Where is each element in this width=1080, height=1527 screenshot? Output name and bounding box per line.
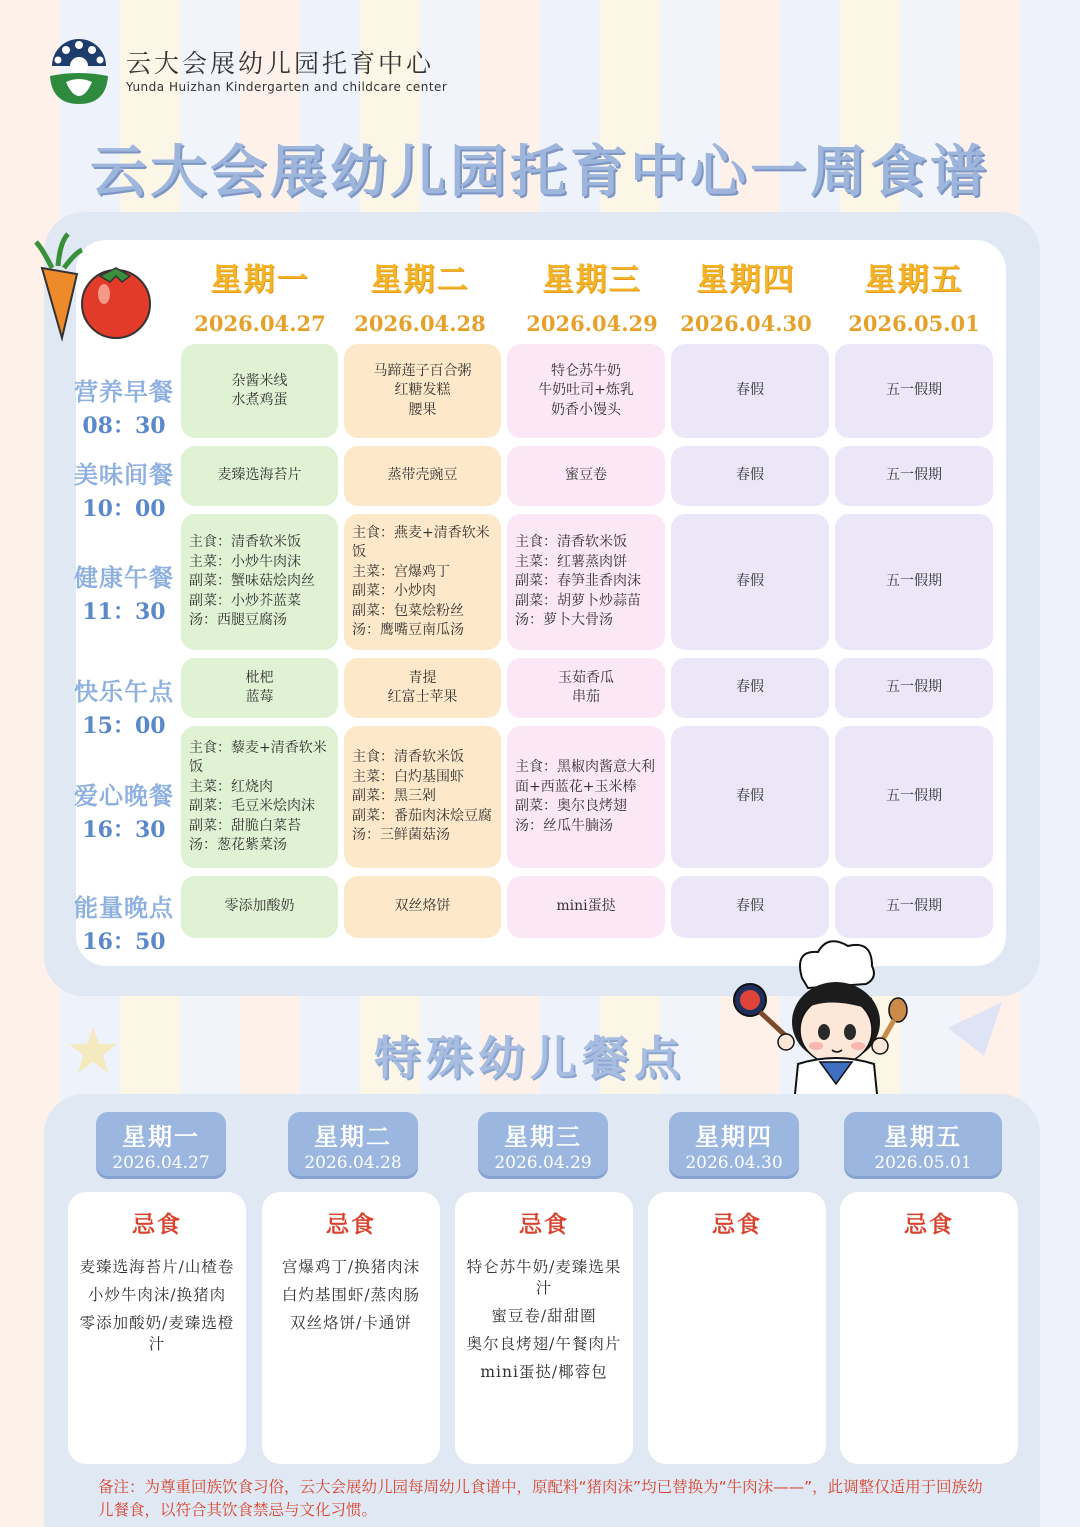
chef-boy-icon xyxy=(728,934,916,1104)
org-name-en: Yunda Huizhan Kindergarten and childcare center xyxy=(126,80,448,94)
avoid-list xyxy=(262,1257,440,1334)
meal-name: 美味间餐 xyxy=(74,461,174,489)
menu-cell: 主食：黑椒肉酱意大利面+西蓝花+玉米棒 副菜：奥尔良烤翅 汤：丝瓜牛腩汤 xyxy=(507,726,665,868)
menu-cell: 双丝烙饼 xyxy=(344,876,501,938)
meal-name: 营养早餐 xyxy=(74,378,174,406)
special-day-pill xyxy=(478,1112,608,1176)
avoid-card xyxy=(648,1192,826,1464)
meal-time: 15：00 xyxy=(82,713,166,739)
menu-cell: 蜜豆卷 xyxy=(507,446,665,506)
special-day-pill xyxy=(669,1112,799,1176)
special-day-pill xyxy=(844,1112,1002,1176)
meal-name: 健康午餐 xyxy=(74,564,174,592)
meal-name: 爱心晚餐 xyxy=(74,782,174,810)
menu-cell: 五一假期 xyxy=(835,726,993,868)
triangle-icon xyxy=(944,998,1006,1060)
day-header-thu xyxy=(666,254,826,336)
menu-cell: 春假 xyxy=(671,658,829,718)
menu-cell: 麦臻选海苔片 xyxy=(181,446,338,506)
avoid-list xyxy=(455,1257,633,1383)
day-date: 2026.04.30 xyxy=(680,311,812,336)
menu-cell: mini蛋挞 xyxy=(507,876,665,938)
menu-cell: 枇杷 蓝莓 xyxy=(181,658,338,718)
avoid-title: 忌食 xyxy=(712,1212,762,1238)
meal-time: 08：30 xyxy=(82,413,166,439)
menu-cell: 杂酱米线 水煮鸡蛋 xyxy=(181,344,338,438)
avoid-item: 零添加酸奶/麦臻选橙汁 xyxy=(79,1314,235,1353)
day-date: 2026.05.01 xyxy=(848,311,980,336)
menu-cell: 春假 xyxy=(671,514,829,650)
meal-time: 11：30 xyxy=(82,599,166,625)
avoid-card xyxy=(455,1192,633,1464)
menu-cell: 春假 xyxy=(671,446,829,506)
kindergarten-logo-icon xyxy=(46,36,112,106)
page-title: 云大会展幼儿园托育中心一周食谱 xyxy=(90,140,990,205)
day-header-wed xyxy=(512,254,672,336)
meal-name: 能量晚点 xyxy=(74,894,174,922)
meal-time: 16：30 xyxy=(82,817,166,843)
menu-cell: 五一假期 xyxy=(835,446,993,506)
menu-cell: 主食：清香软米饭 主菜：红薯蒸肉饼 副菜：春笋韭香肉沫 副菜：胡萝卜炒蒜苗 汤：萝卜大骨汤 xyxy=(507,514,665,650)
special-day-pill xyxy=(288,1112,418,1176)
avoid-item: 麦臻选海苔片/山楂卷 xyxy=(79,1258,235,1276)
menu-cell: 春假 xyxy=(671,344,829,438)
day-name: 星期五 xyxy=(864,262,964,298)
menu-cell: 主食：燕麦+清香软米饭 主菜：宫爆鸡丁 副菜：小炒肉 副菜：包菜烩粉丝 汤：鹰嘴豆南瓜汤 xyxy=(344,514,501,650)
avoid-card xyxy=(840,1192,1018,1464)
menu-cell: 马蹄莲子百合粥 红糖发糕 腰果 xyxy=(344,344,501,438)
menu-cell: 零添加酸奶 xyxy=(181,876,338,938)
menu-cell: 主食：清香软米饭 主菜：小炒牛肉沫 副菜：蟹味菇烩肉丝 副菜：小炒芥蓝菜 汤：西腿豆腐汤 xyxy=(181,514,338,650)
avoid-item: 小炒牛肉沫/换猪肉 xyxy=(87,1286,227,1304)
day-header-mon xyxy=(180,254,340,336)
meal-label-afternoon-snack xyxy=(64,672,184,740)
menu-cell: 青提 红富士苹果 xyxy=(344,658,501,718)
menu-cell: 春假 xyxy=(671,726,829,868)
avoid-item: 蜜豆卷/甜甜圈 xyxy=(491,1307,597,1325)
pill-day-date: 2026.04.30 xyxy=(685,1153,783,1173)
meal-label-breakfast xyxy=(64,372,184,440)
footnote: 备注：为尊重回族饮食习俗，云大会展幼儿园每周幼儿食谱中，原配料“猪肉沫”均已替换为“牛肉沫——”，此调整仅适用于回族幼儿餐食，以符合其饮食禁忌与文化习惯。 xyxy=(98,1478,983,1519)
star-icon xyxy=(66,1024,120,1078)
pill-day-date: 2026.04.27 xyxy=(112,1153,210,1173)
menu-cell: 玉茹香瓜 串茄 xyxy=(507,658,665,718)
pill-day-date: 2026.04.28 xyxy=(304,1153,402,1173)
menu-cell: 主食：藜麦+清香软米饭 主菜：红烧肉 副菜：毛豆米烩肉沫 副菜：甜脆白菜苔 汤：葱花紫菜汤 xyxy=(181,726,338,868)
avoid-item: 特仑苏牛奶/麦臻选果汁 xyxy=(466,1258,622,1297)
pill-day-name: 星期三 xyxy=(504,1123,582,1151)
meal-label-snack xyxy=(64,455,184,523)
special-day-pill xyxy=(96,1112,226,1176)
menu-cell: 五一假期 xyxy=(835,658,993,718)
menu-cell: 五一假期 xyxy=(835,344,993,438)
avoid-item: 奥尔良烤翅/午餐肉片 xyxy=(466,1335,622,1353)
avoid-card xyxy=(68,1192,246,1464)
avoid-item: mini蛋挞/椰蓉包 xyxy=(480,1363,608,1381)
pill-day-name: 星期五 xyxy=(884,1123,962,1151)
pill-day-name: 星期一 xyxy=(122,1123,200,1151)
org-name-cn: 云大会展幼儿园托育中心 xyxy=(126,49,435,78)
day-name: 星期二 xyxy=(370,262,470,298)
meal-time: 16：50 xyxy=(82,929,166,955)
avoid-title: 忌食 xyxy=(904,1212,954,1238)
avoid-list xyxy=(68,1257,246,1355)
carrot-tomato-icon xyxy=(32,228,156,352)
avoid-item: 白灼基围虾/蒸肉肠 xyxy=(281,1286,421,1304)
special-meals-title: 特殊幼儿餐点 xyxy=(374,1031,686,1085)
day-name: 星期三 xyxy=(542,262,642,298)
day-name: 星期一 xyxy=(210,262,310,298)
menu-cell: 五一假期 xyxy=(835,514,993,650)
avoid-title: 忌食 xyxy=(326,1212,376,1238)
menu-cell: 五一假期 xyxy=(835,876,993,938)
meal-label-dinner xyxy=(64,776,184,844)
pill-day-date: 2026.05.01 xyxy=(874,1153,972,1173)
meal-time: 10：00 xyxy=(82,496,166,522)
day-header-fri xyxy=(834,254,994,336)
menu-cell: 主食：清香软米饭 主菜：白灼基围虾 副菜：黑三剁 副菜：番茄肉沫烩豆腐 汤：三鲜菌菇汤 xyxy=(344,726,501,868)
meal-label-lunch xyxy=(64,558,184,626)
meal-label-evening-snack xyxy=(64,888,184,956)
avoid-title: 忌食 xyxy=(132,1212,182,1238)
day-header-tue xyxy=(340,254,500,336)
day-name: 星期四 xyxy=(696,262,796,298)
avoid-title: 忌食 xyxy=(519,1212,569,1238)
day-date: 2026.04.27 xyxy=(194,311,326,336)
avoid-item: 双丝烙饼/卡通饼 xyxy=(290,1314,412,1332)
menu-cell: 蒸带壳豌豆 xyxy=(344,446,501,506)
day-date: 2026.04.28 xyxy=(354,311,486,336)
pill-day-date: 2026.04.29 xyxy=(494,1153,592,1173)
day-date: 2026.04.29 xyxy=(526,311,658,336)
pill-day-name: 星期四 xyxy=(695,1123,773,1151)
menu-cell: 春假 xyxy=(671,876,829,938)
meal-name: 快乐午点 xyxy=(74,678,174,706)
avoid-card xyxy=(262,1192,440,1464)
avoid-item: 宫爆鸡丁/换猪肉沫 xyxy=(281,1258,421,1276)
menu-cell: 特仑苏牛奶 牛奶吐司+炼乳 奶香小馒头 xyxy=(507,344,665,438)
pill-day-name: 星期二 xyxy=(314,1123,392,1151)
